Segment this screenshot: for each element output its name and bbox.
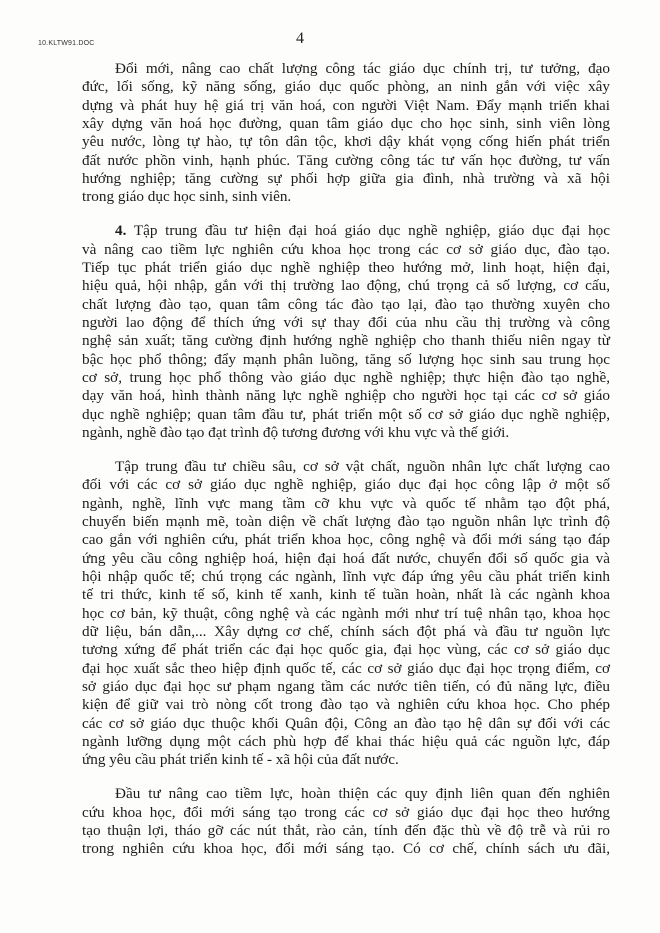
- text-line: [82, 222, 610, 240]
- text-line: tạo thuận lợi, tháo gỡ các nút thắt, rào cản, tính đến đặc thù về độ trễ và rủi ro: [82, 821, 610, 839]
- text-line-rest: Tập trung đầu tư hiện đại hoá giáo dục nghề nghiệp, giáo dục đại học: [126, 222, 610, 240]
- text-line: chuyển biến mạnh mẽ, toàn diện về chất lượng đào tạo nguồn nhân lực trình độ: [82, 512, 610, 530]
- text-line: xây dựng văn hoá học đường, quan tâm giáo dục cho học sinh, sinh viên lòng: [82, 115, 610, 133]
- text-line: yêu nước, lòng tự hào, tự tôn dân tộc, khơi dậy khát vọng cống hiến phát triển: [82, 133, 610, 151]
- text-line: ứng yêu cầu phát triển kinh tế - xã hội của đất nước.: [82, 751, 399, 769]
- text-line: ngành lưỡng dụng một cách phù hợp để khai thác hiệu quả các nguồn lực, đáp: [82, 733, 610, 751]
- text-line: hướng nghiệp; tăng cường sự phối hợp giữa gia đình, nhà trường và xã hội: [82, 170, 610, 188]
- text-line: dạy văn hoá, hình thành năng lực nghề nghiệp cho người học tại các cơ sở giáo: [82, 387, 610, 405]
- text-line: cứu khoa học, đổi mới sáng tạo trong các cơ sở giáo dục đại học theo hướng: [82, 803, 610, 821]
- file-label: 10.KLTW91.DOC: [38, 40, 95, 47]
- text-line: Tiếp tục phát triển giáo dục nghề nghiệp theo hướng mở, linh hoạt, hiện đại,: [82, 258, 610, 276]
- text-line: đối với các cơ sở giáo dục nghề nghiệp, giáo dục đại học công lập ở một số: [82, 476, 610, 494]
- text-line: ứng yêu cầu công nghiệp hoá, hiện đại hoá đất nước, chuyển đổi số quốc gia và: [82, 549, 610, 567]
- text-line: sở giáo dục đại học sư phạm ngang tầm các nước tiên tiến, có đủ năng lực, điều: [82, 678, 610, 695]
- text-line: nghệ sản xuất; tăng cường định hướng nghề nghiệp cho thanh thiếu niên ngay từ: [82, 332, 610, 350]
- page-number: 4: [296, 30, 304, 47]
- paragraph-education-values: [82, 60, 610, 207]
- text-line: kiện để giữ vai trò nòng cốt trong đào tạo và nghiên cứu khoa học. Cho phép: [82, 696, 610, 714]
- text-line: dựng và phát huy hệ giá trị văn hoá, con người Việt Nam. Đẩy mạnh triển khai: [82, 96, 610, 114]
- text-line: Đầu tư nâng cao tiềm lực, hoàn thiện các quy định liên quan đến nghiên: [115, 785, 610, 803]
- text-line: và nâng cao tiềm lực nghiên cứu khoa học trong các cơ sở giáo dục, đào tạo.: [82, 240, 610, 258]
- text-line: đức, lối sống, kỹ năng sống, giáo dục quốc phòng, an ninh gắn với việc xây: [82, 78, 610, 96]
- document-body: [82, 60, 610, 874]
- text-line: hội nhập quốc tế; chú trọng các ngành, lĩnh vực đáp ứng yêu cầu phát triển kinh: [82, 567, 610, 585]
- text-line: chất lượng đào tạo, quan tâm công tác đào tạo lại, đào tạo thường xuyên cho: [82, 295, 610, 313]
- text-line: cao gắn với nghiên cứu, phát triển khoa học, công nghệ và đổi mới sáng tạo đáp: [82, 531, 610, 549]
- text-line: ngành, nghề đào tạo đạt trình độ tương đương với khu vực và thế giới.: [82, 424, 510, 442]
- text-line: dữ liệu, bán dẫn,... Xây dựng cơ chế, chính sách đột phá và đầu tư nguồn lực: [82, 622, 610, 640]
- text-line: học cơ bản, kỹ thuật, công nghệ và các ngành mới như trí tuệ nhân tạo, khoa học: [82, 604, 610, 622]
- text-line: trong giáo dục học sinh, sinh viên.: [82, 188, 292, 206]
- text-line: đất nước phồn vinh, hạnh phúc. Tăng cường công tác tư vấn học đường, tư vấn: [82, 151, 610, 169]
- text-line: trong nghiên cứu khoa học, đổi mới sáng tạo. Có cơ chế, chính sách ưu đãi,: [82, 840, 610, 858]
- text-line: bậc học phổ thông; đẩy mạnh phân luồng, tăng số lượng học sinh sau trung học: [82, 350, 610, 368]
- paragraph-investment: [82, 458, 610, 770]
- text-line: cơ sở, trung học phổ thông vào giáo dục nghề nghiệp; thực hiện đào tạo nghề,: [82, 369, 610, 386]
- text-line: tương xứng để phát triển các đại học quốc gia, đại học vùng, các cơ sở giáo dục: [82, 641, 610, 659]
- text-line: dục nghề nghiệp; quan tâm đầu tư, phát triển một số cơ sở giáo dục nghề nghiệp,: [82, 405, 610, 423]
- text-line: các cơ sở giáo dục thuộc khối Quân đội, Công an đào tạo hệ dân sự đối với các: [82, 714, 610, 732]
- paragraph-research-capacity: [82, 785, 610, 858]
- text-line: Đổi mới, nâng cao chất lượng công tác giáo dục chính trị, tư tưởng, đạo: [115, 60, 610, 77]
- text-line: người lao động để thích ứng với sự thay đổi của nhu cầu thị trường và công: [82, 313, 610, 331]
- text-line: Tập trung đầu tư chiều sâu, cơ sở vật chất, nguồn nhân lực chất lượng cao: [115, 457, 610, 475]
- text-line: đại học xuất sắc theo hiệp định quốc tế, các cơ sở giáo dục đại học trọng điểm, cơ: [82, 659, 610, 677]
- text-line: ngành, nghề, lĩnh vực mang tầm cỡ khu vực và quốc tế nhằm tạo đột phá,: [82, 494, 610, 512]
- text-line: tế tri thức, kinh tế số, kinh tế xanh, kinh tế tuần hoàn, nhất là các ngành khoa: [82, 586, 610, 604]
- section-number: 4.: [115, 222, 127, 240]
- paragraph-section-4: [82, 222, 610, 442]
- text-line: hiệu quả, hội nhập, gắn với thị trường lao động, chú trọng cả số lượng, cơ cấu,: [82, 277, 610, 295]
